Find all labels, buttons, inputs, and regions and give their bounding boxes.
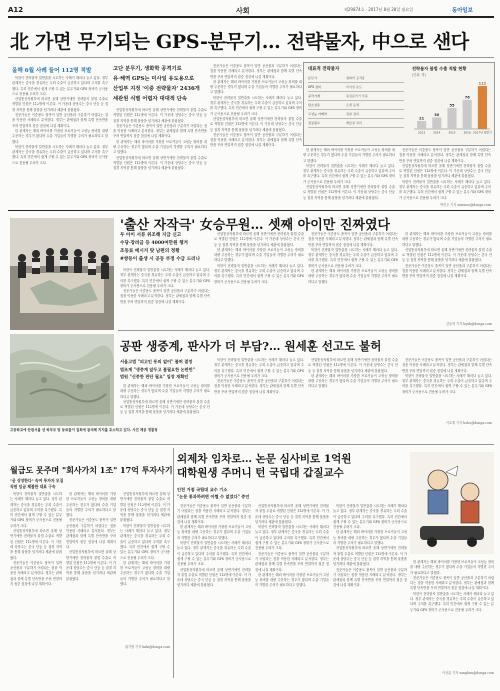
story2-body-col2: 산업통상자원부에 따르면 올해 상반기에만 전략물자 불법 수출로 적발된 인원은 112명에 이른다. 이 가운데 상당수는 중국 단둥 등 접경 지역을 통해 물품을 넘기려다 세관에 붙잡혔다. 한 관계자는 해외 바이어를 가장한 브로커들이 고성능 장비를 대량 주문하는 경우가 많다며 수출 기업들의 각별한 주의가 필요하다고 말했다. 북한이 전략물자 밀반출을 시도하는 사례가 해마다 늘고 있다. 정부 관계자는 중국을 경유하는 우회 수출이 급증하고 있다며 주의를 촉구했다. 특히 민간에서 쉽게 구할 수 있는 분무기와 GPS 장비가 군사용으로 전용될 우려가 크다. <box>214 232 304 284</box>
lead-deck: 고단 분무기, 생화학 공격기로 유·해역 GPS는 미사일 유도용으로 산업부 지정 '이중 전략물자' 2436개 세관원 식별 어렵자 대대적 단속 <box>113 66 200 102</box>
story2-photo <box>10 218 114 330</box>
story5-headline: 월급도 못주며 "회사가치 1조" 17억 투자사기 <box>10 465 173 475</box>
item-table-title: 대표적 전략물자 <box>308 67 340 72</box>
chart-value-label: 21 <box>419 116 425 121</box>
chart-value-label: 112 <box>478 81 487 86</box>
story3-body-col2: 북한이 전략물자 밀반출을 시도하는 사례가 해마다 늘고 있다. 정부 관계자는 중국을 경유하는 우회 수출이 급증하고 있다며 주의를 촉구했다. 특히 민간에서 쉽게 구할 수 있는 분무기와 GPS 장비가 군사용으로 전용될 우려가 크다. 전문가들은 이중용도 품목이 일반 공산품과 구분하기 어렵다는 점을 악용한 사례라고 분석한다. 정부는 관세청과 함께 특별 단속반을 꾸려 연말까지 집중 점검에 나설 계획이다. <box>214 358 304 394</box>
story5-body-col2: 한 관계자는 해외 바이어를 가장한 브로커들이 고성능 장비를 대량 주문하는 경우가 많다며 수출 기업들의 각별한 주의가 필요하다고 말했다. 전문가들은 이중용도 품목이 일반 공산품과 구분하기 어렵다는 점을 악용한 사례라고 분석한다. 정부는 관세청과 함께 특별 단속반을 꾸려 연말까지 집중 점검에 나설 계획이다. 산업통상자원부에 따르면 올해 상반기에만 전략물자 불법 수출로 적발된 인원은 112명에 이른다. 이 가운데 상당수는 중국 단둥 등 접경 지역을 통해 물품을 넘기려다 세관에 붙잡혔다. <box>66 492 116 581</box>
issue-info: 제29874호 · 2017년 8월 28일 월요일 <box>344 7 414 12</box>
story5-body-col3: 산업통상자원부에 따르면 올해 상반기에만 전략물자 불법 수출로 적발된 인원은 112명에 이른다. 이 가운데 상당수는 중국 단둥 등 접경 지역을 통해 물품을 넘기려다 세관에 붙잡혔다. 북한이 전략물자 밀반출을 시도하는 사례가 해마다 늘고 있다. 정부 관계자는 중국을 경유하는 우회 수출이 급증하고 있다며 주의를 촉구했다. 특히 민간에서 쉽게 구할 수 있는 분무기와 GPS 장비가 군사용으로 전용될 우려가 크다. 한 관계자는 해외 바이어를 가장한 브로커들이 고성능 장비를 대량 주문하는 경우가 많다며 수출 기업들의 각별한 주의가 필요하다고 말했다. <box>120 492 170 587</box>
story3-body-col3: 산업통상자원부에 따르면 올해 상반기에만 전략물자 불법 수출로 적발된 인원은 112명에 이른다. 이 가운데 상당수는 중국 단둥 등 접경 지역을 통해 물품을 넘기려다 세관에 붙잡혔다. 한 관계자는 해외 바이어를 가장한 브로커들이 고성능 장비를 대량 주문하는 경우가 많다며 수출 기업들의 각별한 주의가 필요하다고 말했다. <box>308 358 398 389</box>
story2-body-col3: 전문가들은 이중용도 품목이 일반 공산품과 구분하기 어렵다는 점을 악용한 사례라고 분석한다. 정부는 관세청과 함께 특별 단속반을 꾸려 연말까지 집중 점검에 나설 계획이다. 북한이 전략물자 밀반출을 시도하는 사례가 해마다 늘고 있다. 정부 관계자는 중국을 경유하는 우회 수출이 급증하고 있다며 주의를 촉구했다. 특히 민간에서 쉽게 구할 수 있는 분무기와 GPS 장비가 군사용으로 전용될 우려가 크다. 한 관계자는 해외 바이어를 가장한 브로커들이 고성능 장비를 대량 주문하는 경우가 많다며 수출 기업들의 각별한 주의가 필요하다고 말했다. <box>308 232 398 284</box>
story2-reporter: 김동혁 기자 hyuk@donga.com <box>445 322 492 326</box>
lead-body-col5: 전문가들은 이중용도 품목이 일반 공산품과 구분하기 어렵다는 점을 악용한 사례라고 분석한다. 정부는 관세청과 함께 특별 단속반을 꾸려 연말까지 집중 점검에 나설 계획이다. 산업통상자원부에 따르면 올해 상반기에만 전략물자 불법 수출로 적발된 인원은 112명에 이른다. 이 가운데 상당수는 중국 단둥 등 접경 지역을 통해 물품을 넘기려다 세관에 붙잡혔다. 북한이 전략물자 밀반출을 시도하는 사례가 해마다 늘고 있다. 정부 관계자는 중국을 경유하는 우회 수출이 급증하고 있다며 주의를 촉구했다. 특히 민간에서 쉽게 구할 수 있는 분무기와 GPS 장비가 군사용으로 전용될 우려가 크다. <box>399 148 491 200</box>
story2-headline: '출산 자작극' 女승무원… 셋째 아이만 진짜였다 <box>120 218 391 233</box>
chart-category-label: 2015 <box>448 130 456 135</box>
chart-title: 전략물자 불법 수출 적발 현황 <box>412 66 467 71</box>
story4-illustration <box>410 452 494 554</box>
chart-category-label: 2017년 상반기 <box>472 130 492 135</box>
story3-body-col4: 전문가들은 이중용도 품목이 일반 공산품과 구분하기 어렵다는 점을 악용한 사례라고 분석한다. 정부는 관세청과 함께 특별 단속반을 꾸려 연말까지 집중 점검에 나설 계획이다. 북한이 전략물자 밀반출을 시도하는 사례가 해마다 늘고 있다. 정부 관계자는 중국을 경유하는 우회 수출이 급증하고 있다며 주의를 촉구했다. 특히 민간에서 쉽게 구할 수 있는 분무기와 GPS 장비가 군사용으로 전용될 우려가 크다. <box>402 358 492 394</box>
story4-body-col2: 산업통상자원부에 따르면 올해 상반기에만 전략물자 불법 수출로 적발된 인원은 112명에 이른다. 이 가운데 상당수는 중국 단둥 등 접경 지역을 통해 물품을 넘기려다 세관에 붙잡혔다. 북한이 전략물자 밀반출을 시도하는 사례가 해마다 늘고 있다. 정부 관계자는 중국을 경유하는 우회 수출이 급증하고 있다며 주의를 촉구했다. 특히 민간에서 쉽게 구할 수 있는 분무기와 GPS 장비가 군사용으로 전용될 우려가 크다. 전문가들은 이중용도 품목이 일반 공산품과 구분하기 어렵다는 점을 악용한 사례라고 분석한다. 정부는 관세청과 함께 특별 단속반을 꾸려 연말까지 집중 점검에 나설 계획이다. 한 관계자는 해외 바이어를 가장한 브로커들이 고성능 장비를 대량 주문하는 경우가 많다며 수출 기업들의 각별한 주의가 필요하다고 말했다. <box>255 504 329 588</box>
chart-bar <box>478 86 487 129</box>
diorama-photo <box>10 334 114 426</box>
story4-body-col3: 북한이 전략물자 밀반출을 시도하는 사례가 해마다 늘고 있다. 정부 관계자는 중국을 경유하는 우회 수출이 급증하고 있다며 주의를 촉구했다. 특히 민간에서 쉽게 구할 수 있는 분무기와 GPS 장비가 군사용으로 전용될 우려가 크다. 한 관계자는 해외 바이어를 가장한 브로커들이 고성능 장비를 대량 주문하는 경우가 많다며 수출 기업들의 각별한 주의가 필요하다고 말했다. 산업통상자원부에 따르면 올해 상반기에만 전략물자 불법 수출로 적발된 인원은 112명에 이른다. 이 가운데 상당수는 중국 단둥 등 접경 지역을 통해 물품을 넘기려다 세관에 붙잡혔다. 전문가들은 이중용도 품목이 일반 공산품과 구분하기 어렵다는 점을 악용한 사례라고 분석한다. 정부는 관세청과 함께 특별 단속반을 꾸려 연말까지 집중 점검에 나설 계획이다. <box>333 504 407 588</box>
lead-reporter: 박민우 기자 minwoo@donga.com <box>440 203 491 207</box>
bar-chart <box>412 77 492 141</box>
story4-headline: 외제차 임차로… 논문 심사비로 1억원 대학원생 주머니 턴 국립대 갑질교수 <box>177 453 352 479</box>
cartoon-image <box>410 452 494 554</box>
story3-reporter: 이호재 기자 hoho@donga.com <box>445 421 492 425</box>
table-row: 분무기 생화학 공격용 <box>308 74 404 83</box>
chart-bar <box>447 108 456 129</box>
masthead-rule <box>8 16 494 18</box>
item-table <box>308 74 404 128</box>
table-row: GPS 장비 미사일 유도 <box>308 83 404 92</box>
lead-headline: 北 가면 무기되는 GPS-분무기… 전략물자, 中으로 샌다 <box>10 31 469 53</box>
chart-value-label: 55 <box>449 103 455 108</box>
story3-body-col1: 한 관계자는 해외 바이어를 가장한 브로커들이 고성능 장비를 대량 주문하는 경우가 많다며 수출 기업들의 각별한 주의가 필요하다고 말했다. 산업통상자원부에 따르면 올해 상반기에만 전략물자 불법 수출로 적발된 인원은 112명에 이른다. 이 가운데 상당수는 중국 단둥 등 접경 지역을 통해 물품을 넘기려다 세관에 붙잡혔다. <box>120 384 210 415</box>
lead-bottom-rule <box>8 210 494 211</box>
story2-body-col4: 한 관계자는 해외 바이어를 가장한 브로커들이 고성능 장비를 대량 주문하는 경우가 많다며 수출 기업들의 각별한 주의가 필요하다고 말했다. 산업통상자원부에 따르면 올해 상반기에만 전략물자 불법 수출로 적발된 인원은 112명에 이른다. 이 가운데 상당수는 중국 단둥 등 접경 지역을 통해 물품을 넘기려다 세관에 붙잡혔다. 전문가들은 이중용도 품목이 일반 공산품과 구분하기 어렵다는 점을 악용한 사례라고 분석한다. 정부는 관세청과 함께 특별 단속반을 꾸려 연말까지 집중 점검에 나설 계획이다. <box>402 232 492 279</box>
story5-body-col1: 북한이 전략물자 밀반출을 시도하는 사례가 해마다 늘고 있다. 정부 관계자는 중국을 경유하는 우회 수출이 급증하고 있다며 주의를 촉구했다. 특히 민간에서 쉽게 구할 수 있는 분무기와 GPS 장비가 군사용으로 전용될 우려가 크다. 산업통상자원부에 따르면 올해 상반기에만 전략물자 불법 수출로 적발된 인원은 112명에 이른다. 이 가운데 상당수는 중국 단둥 등 접경 지역을 통해 물품을 넘기려다 세관에 붙잡혔다. 전문가들은 이중용도 품목이 일반 공산품과 구분하기 어렵다는 점을 악용한 사례라고 분석한다. 정부는 관세청과 함께 특별 단속반을 꾸려 연말까지 집중 점검에 나설 계획이다. <box>10 492 62 587</box>
diorama-image <box>10 334 114 426</box>
story2-bottom-rule <box>118 330 494 331</box>
story4-body-col1: 전문가들은 이중용도 품목이 일반 공산품과 구분하기 어렵다는 점을 악용한 사례라고 분석한다. 정부는 관세청과 함께 특별 단속반을 꾸려 연말까지 집중 점검에 나설 계획이다. 한 관계자는 해외 바이어를 가장한 브로커들이 고성능 장비를 대량 주문하는 경우가 많다며 수출 기업들의 각별한 주의가 필요하다고 말했다. 북한이 전략물자 밀반출을 시도하는 사례가 해마다 늘고 있다. 정부 관계자는 중국을 경유하는 우회 수출이 급증하고 있다며 주의를 촉구했다. 특히 민간에서 쉽게 구할 수 있는 분무기와 GPS 장비가 군사용으로 전용될 우려가 크다. 산업통상자원부에 따르면 올해 상반기에만 전략물자 불법 수출로 적발된 인원은 112명에 이른다. 이 가운데 상당수는 중국 단둥 등 접경 지역을 통해 물품을 넘기려다 세관에 붙잡혔다. <box>177 504 251 588</box>
story3-bottom-rule <box>8 444 494 445</box>
story2-photo-caption: 고등학교에 탄원서를 낸 학부모 및 동료들이 집회에 참석해 지지를 호소하고 있다. 사진 제공 경찰청 <box>10 428 158 432</box>
chart-bar <box>463 100 472 129</box>
lead-body-col2: 산업통상자원부에 따르면 올해 상반기에만 전략물자 불법 수출로 적발된 인원은 112명에 이른다. 이 가운데 상당수는 중국 단둥 등 접경 지역을 통해 물품을 넘기려다 세관에 붙잡혔다. 전문가들은 이중용도 품목이 일반 공산품과 구분하기 어렵다는 점을 악용한 사례라고 분석한다. 정부는 관세청과 함께 특별 단속반을 꾸려 연말까지 집중 점검에 나설 계획이다. 한 관계자는 해외 바이어를 가장한 브로커들이 고성능 장비를 대량 주문하는 경우가 많다며 수출 기업들의 각별한 주의가 필요하다고 말했다. 산업통상자원부에 따르면 올해 상반기에만 전략물자 불법 수출로 적발된 인원은 112명에 이른다. 이 가운데 상당수는 중국 단둥 등 접경 지역을 통해 물품을 넘기려다 세관에 붙잡혔다. <box>113 108 207 171</box>
photo-people-image <box>10 218 114 330</box>
table-row: 고성능 카메라 정찰 장비 <box>308 110 404 119</box>
story5-subhead: "곧 상장한다" 속여 투자자 모집 직원 임금 체불한 대표 구속 <box>10 478 64 489</box>
table-row: 탄소섬유 로켓 동체 <box>308 101 404 110</box>
table-row: 진공펌프 핵물질 처리 <box>308 119 404 128</box>
chart-unit: (단위: 명) <box>412 73 426 77</box>
chart-bar <box>432 118 441 130</box>
lead-headline-rule <box>8 57 494 58</box>
lead-body-col3: 전문가들은 이중용도 품목이 일반 공산품과 구분하기 어렵다는 점을 악용한 사례라고 분석한다. 정부는 관세청과 함께 특별 단속반을 꾸려 연말까지 집중 점검에 나설 계획이다. 한 관계자는 해외 바이어를 가장한 브로커들이 고성능 장비를 대량 주문하는 경우가 많다며 수출 기업들의 각별한 주의가 필요하다고 말했다. 북한이 전략물자 밀반출을 시도하는 사례가 해마다 늘고 있다. 정부 관계자는 중국을 경유하는 우회 수출이 급증하고 있다며 주의를 촉구했다. 특히 민간에서 쉽게 구할 수 있는 분무기와 GPS 장비가 군사용으로 전용될 우려가 크다. 산업통상자원부에 따르면 올해 상반기에만 전략물자 불법 수출로 적발된 인원은 112명에 이른다. 이 가운데 상당수는 중국 단둥 등 접경 지역을 통해 물품을 넘기려다 세관에 붙잡혔다. 전문가들은 이중용도 품목이 일반 공산품과 구분하기 어렵다는 점을 악용한 사례라고 분석한다. 정부는 관세청과 함께 특별 단속반을 꾸려 연말까지 집중 점검에 나설 계획이다. <box>210 64 302 148</box>
page-number: A12 <box>8 6 24 14</box>
story3-headline: 공판 생중계, 판사가 더 부담?… 원세훈 선고도 불허 <box>120 339 382 353</box>
story5-reporter: 권기범 기자 kaki@donga.com <box>124 645 170 649</box>
story2-body-col1: 북한이 전략물자 밀반출을 시도하는 사례가 해마다 늘고 있다. 정부 관계자는 중국을 경유하는 우회 수출이 급증하고 있다며 주의를 촉구했다. 특히 민간에서 쉽게 구할 수 있는 분무기와 GPS 장비가 군사용으로 전용될 우려가 크다. 전문가들은 이중용도 품목이 일반 공산품과 구분하기 어렵다는 점을 악용한 사례라고 분석한다. 정부는 관세청과 함께 특별 단속반을 꾸려 연말까지 집중 점검에 나설 계획이다. <box>120 268 210 304</box>
chart-value-label: 76 <box>464 95 470 100</box>
section-label: 사회 <box>236 7 250 15</box>
table-row: 공작기계 원심분리기 부품 <box>308 92 404 101</box>
chart-category-label: 2013 <box>418 130 426 135</box>
story3-subhead: 서울고법 "피고인 동의 없어" 불허 결정 법조계 "생중계 앞두고 불필요한 논란만" 법원 "신중한 판단 필요" 입장 재확인 <box>120 359 195 379</box>
story4-body-col4: 한 관계자는 해외 바이어를 가장한 브로커들이 고성능 장비를 대량 주문하는 경우가 많다며 수출 기업들의 각별한 주의가 필요하다고 말했다. 전문가들은 이중용도 품목이 일반 공산품과 구분하기 어렵다는 점을 악용한 사례라고 분석한다. 정부는 관세청과 함께 특별 단속반을 꾸려 연말까지 집중 점검에 나설 계획이다. 북한이 전략물자 밀반출을 시도하는 사례가 해마다 늘고 있다. 정부 관계자는 중국을 경유하는 우회 수출이 급증하고 있다며 주의를 촉구했다. 특히 민간에서 쉽게 구할 수 있는 분무기와 GPS 장비가 군사용으로 전용될 우려가 크다. <box>410 560 494 612</box>
paper-name: 동아일보 <box>452 8 473 14</box>
lead-kicker: 올해 6월 사례 들어 112명 적발 <box>12 68 92 74</box>
chart-value-label: 30 <box>434 113 440 117</box>
story4-subhead: 인천 거점 국립대 교수 기소 "논문 통과하려면 어쩔 수 없었다" 증언 <box>177 487 250 499</box>
chart-bar <box>417 121 426 129</box>
info-box <box>303 62 495 146</box>
lead-body-col4: 한 관계자는 해외 바이어를 가장한 브로커들이 고성능 장비를 대량 주문하는 경우가 많다며 수출 기업들의 각별한 주의가 필요하다고 말했다. 북한이 전략물자 밀반출을 시도하는 사례가 해마다 늘고 있다. 정부 관계자는 중국을 경유하는 우회 수출이 급증하고 있다며 주의를 촉구했다. 특히 민간에서 쉽게 구할 수 있는 분무기와 GPS 장비가 군사용으로 전용될 우려가 크다. 산업통상자원부에 따르면 올해 상반기에만 전략물자 불법 수출로 적발된 인원은 112명에 이른다. 이 가운데 상당수는 중국 단둥 등 접경 지역을 통해 물품을 넘기려다 세관에 붙잡혔다. <box>303 148 395 200</box>
chart-category-label: 2016 <box>463 130 471 135</box>
lead-body-col1: 북한이 전략물자 밀반출을 시도하는 사례가 해마다 늘고 있다. 정부 관계자는 중국을 경유하는 우회 수출이 급증하고 있다며 주의를 촉구했다. 특히 민간에서 쉽게 구할 수 있는 분무기와 GPS 장비가 군사용으로 전용될 우려가 크다. 산업통상자원부에 따르면 올해 상반기에만 전략물자 불법 수출로 적발된 인원은 112명에 이른다. 이 가운데 상당수는 중국 단둥 등 접경 지역을 통해 물품을 넘기려다 세관에 붙잡혔다. 전문가들은 이중용도 품목이 일반 공산품과 구분하기 어렵다는 점을 악용한 사례라고 분석한다. 정부는 관세청과 함께 특별 단속반을 꾸려 연말까지 집중 점검에 나설 계획이다. 한 관계자는 해외 바이어를 가장한 브로커들이 고성능 장비를 대량 주문하는 경우가 많다며 수출 기업들의 각별한 주의가 필요하다고 말했다. 북한이 전략물자 밀반출을 시도하는 사례가 해마다 늘고 있다. 정부 관계자는 중국을 경유하는 우회 수출이 급증하고 있다며 주의를 촉구했다. 특히 민간에서 쉽게 구할 수 있는 분무기와 GPS 장비가 군사용으로 전용될 우려가 크다. <box>12 76 108 165</box>
story2-subhead: 두 아이 서류 위조해 지급 신고 수당·장려금 등 4000여만원 챙겨 조동료 메시지 탓 남편의 정황 #쌍둥이 출생 시 공동 부정 수급 드러나 <box>120 233 201 262</box>
story4-reporter: 이상훈 기자 sanghun@donga.com <box>441 671 494 675</box>
story5-divider <box>173 448 174 678</box>
chart-category-label: 2014 <box>433 130 441 135</box>
